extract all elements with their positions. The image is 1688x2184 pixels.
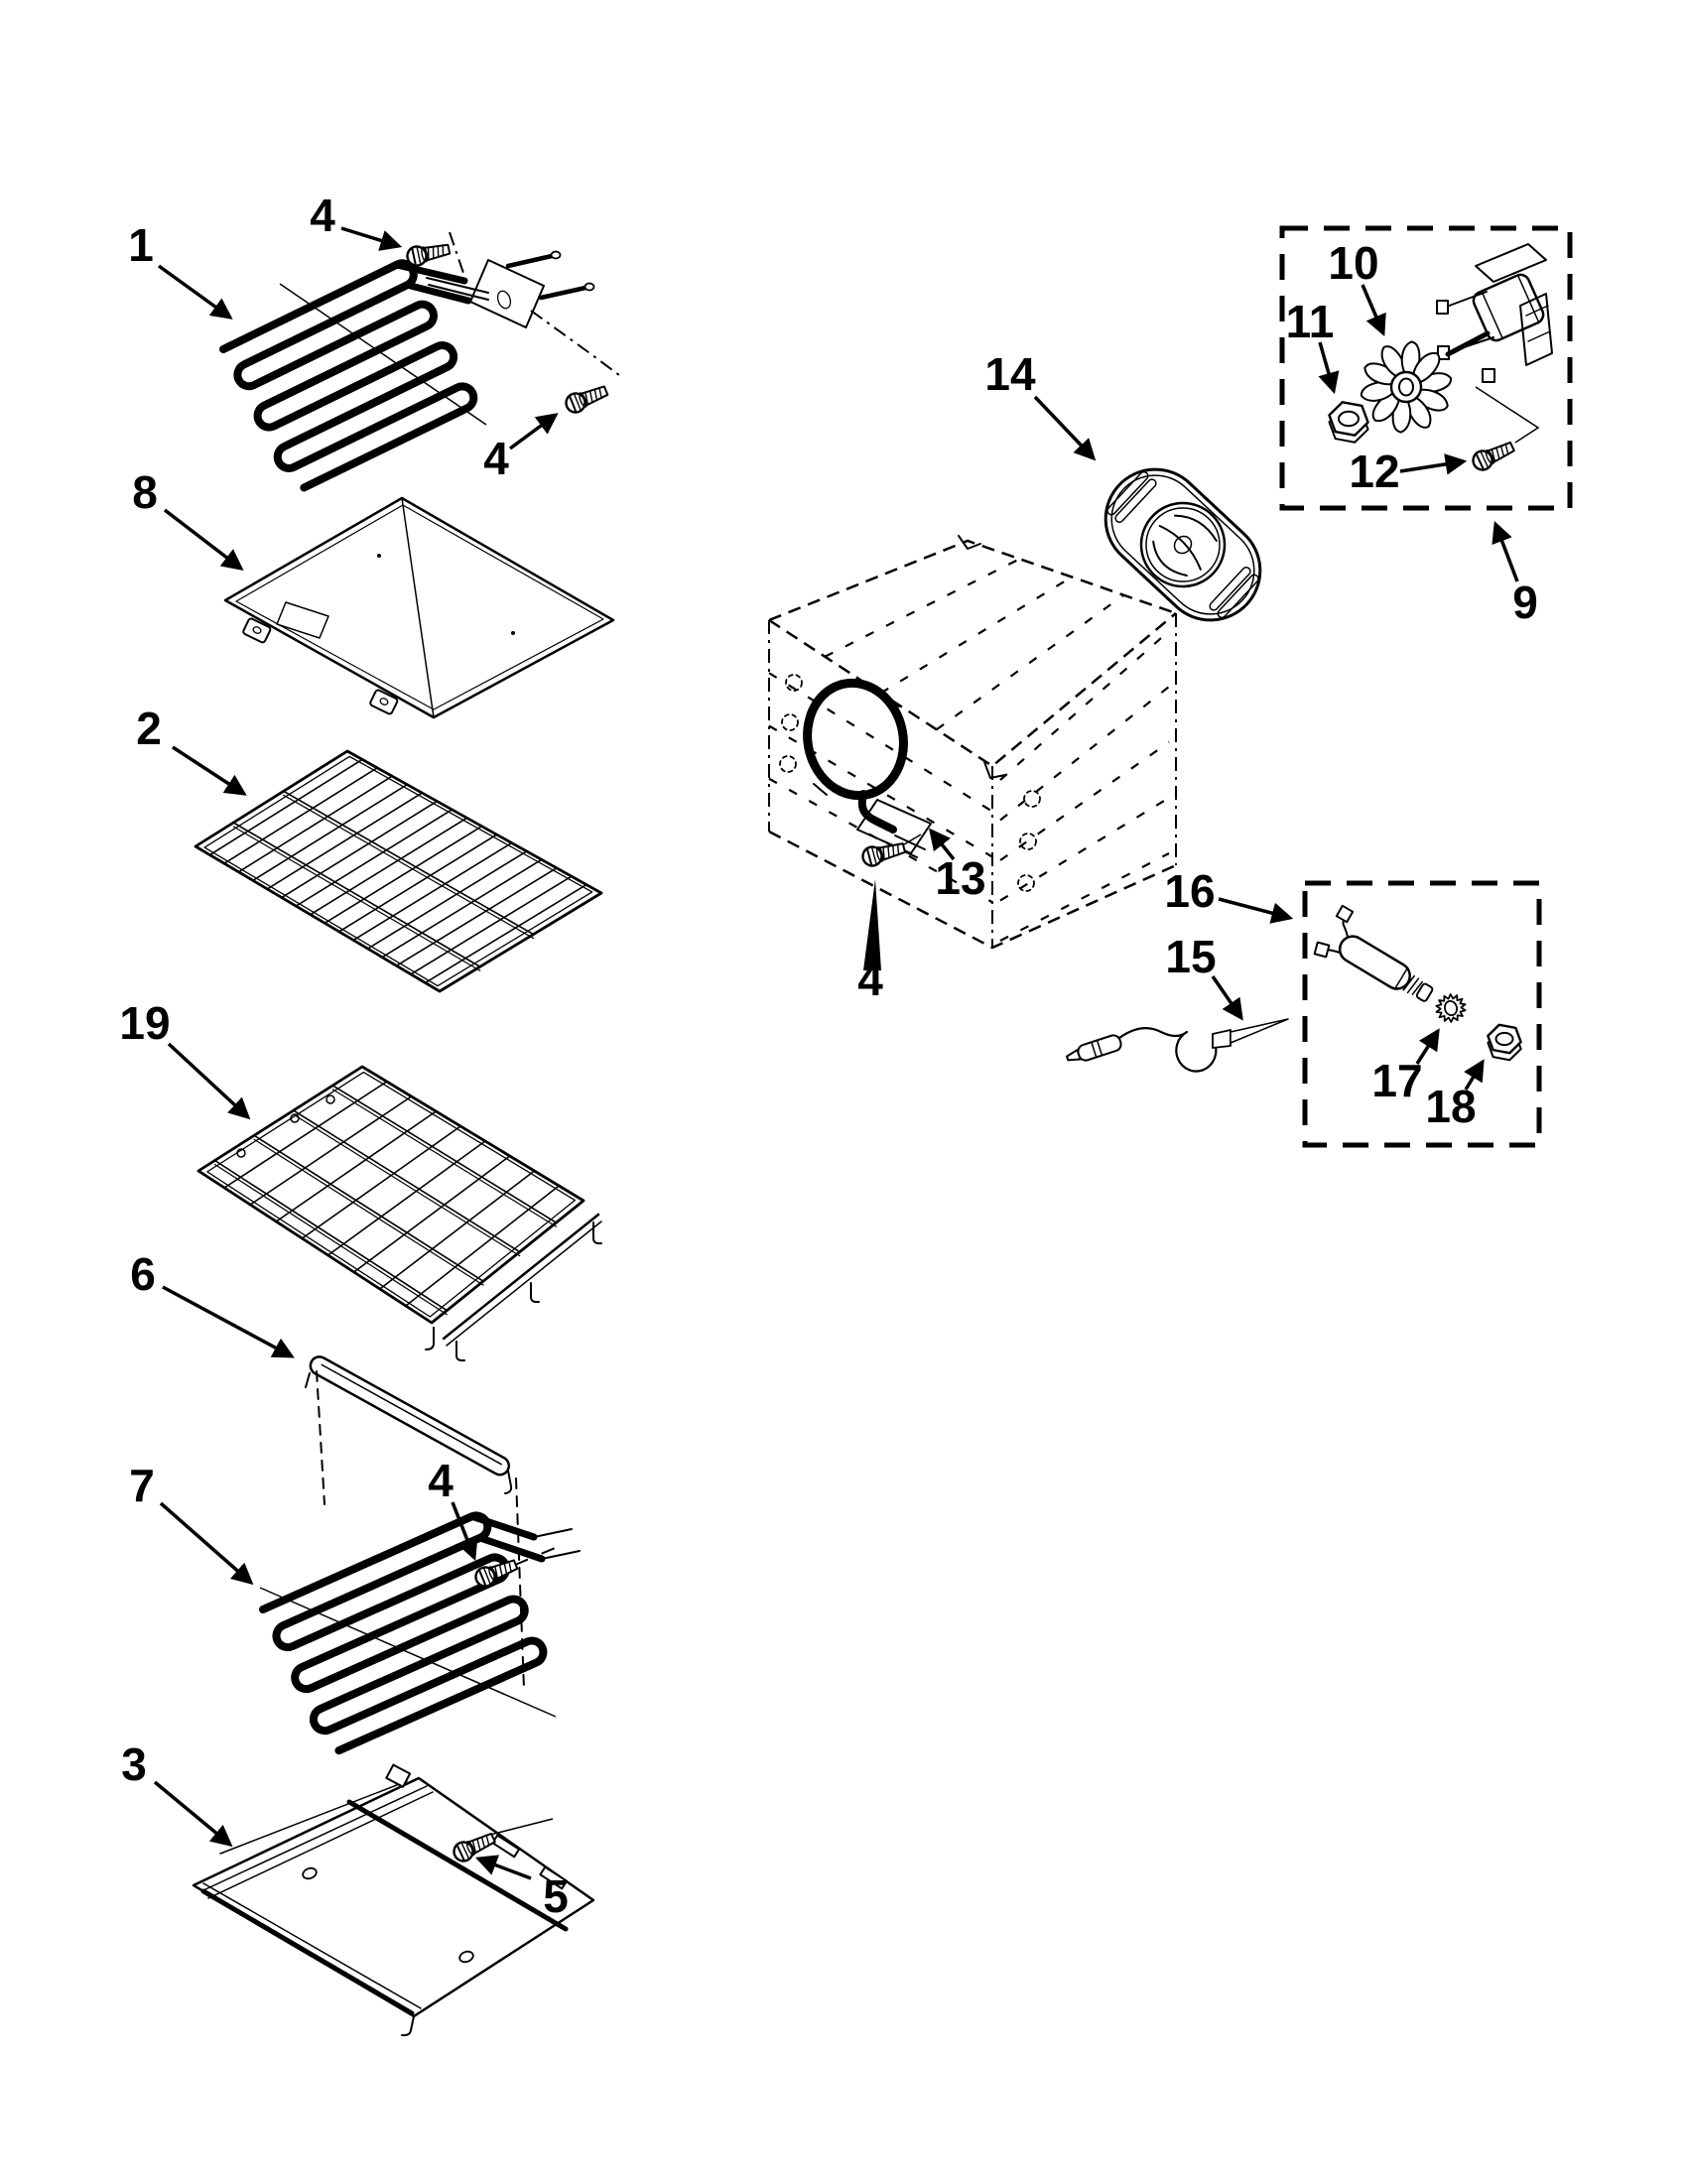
callout-arrow	[159, 266, 230, 318]
part-1-broil-element	[223, 232, 623, 493]
screw-icon	[406, 240, 452, 267]
element-mount-bracket	[427, 252, 594, 328]
callout-label: 11	[1285, 296, 1335, 347]
callout-label: 4	[428, 1455, 454, 1506]
callout-label: 19	[119, 997, 171, 1049]
callout-label: 15	[1165, 931, 1217, 982]
fan-blade-icon	[1362, 340, 1451, 434]
callout-label: 18	[1425, 1081, 1477, 1132]
callout-label: 4	[483, 433, 509, 484]
callout-label: 5	[543, 1870, 569, 1922]
callout-arrow	[1400, 461, 1464, 471]
screw-icon	[564, 382, 610, 416]
callout-arrow	[169, 1044, 248, 1117]
callout-arrow	[1035, 397, 1094, 458]
callout-label: 10	[1328, 237, 1379, 289]
part-13-convection-element	[797, 674, 931, 867]
callout-arrow	[510, 415, 556, 449]
callout-label: 16	[1164, 865, 1216, 917]
callout-label: 14	[984, 348, 1036, 400]
part-19-roll-out-rack	[198, 1067, 601, 1360]
part-2-oven-rack	[195, 751, 601, 991]
callout-label: 4	[857, 954, 883, 1005]
part-8-top-duct-panel	[225, 498, 613, 717]
callout-label: 17	[1371, 1055, 1423, 1106]
callout-arrow	[341, 228, 399, 246]
callout-label: 9	[1512, 577, 1538, 628]
screw-icon	[1470, 438, 1516, 472]
callout-label: 12	[1349, 446, 1400, 497]
callout-arrow	[1495, 524, 1517, 581]
part-15-meat-probe	[1065, 1019, 1288, 1072]
callout-label: 3	[121, 1738, 147, 1790]
callout-label: 7	[129, 1460, 155, 1511]
part-7-bake-element	[260, 1512, 580, 1755]
screw-icon	[860, 838, 906, 867]
callout-arrow	[161, 1503, 251, 1583]
callout-arrow	[1213, 976, 1241, 1018]
screw-icon	[451, 1829, 497, 1863]
fan-motor	[1437, 244, 1552, 443]
callout-arrow	[165, 510, 241, 569]
part-14-convection-fan-cover	[1086, 449, 1281, 640]
callout-arrow	[478, 1859, 531, 1878]
callout-arrow	[1363, 285, 1383, 333]
oven-sensor	[1315, 906, 1436, 1006]
callout-arrow	[155, 1782, 230, 1845]
nut-icon	[1488, 1025, 1520, 1060]
callout-label: 1	[128, 219, 154, 271]
callout-label: 2	[136, 703, 162, 754]
callout-arrow	[1219, 899, 1290, 918]
lock-washer-icon	[1433, 991, 1469, 1025]
callout-label: 13	[935, 852, 986, 904]
callout-arrow	[173, 747, 244, 794]
callout-label: 6	[130, 1248, 156, 1300]
callout-label: 8	[132, 466, 158, 518]
part-3-bottom-panel	[194, 1765, 593, 2036]
nut-icon	[1329, 402, 1367, 442]
callout-arrow	[1320, 342, 1334, 391]
callout-arrow	[163, 1287, 292, 1356]
callout-label: 4	[310, 190, 335, 241]
